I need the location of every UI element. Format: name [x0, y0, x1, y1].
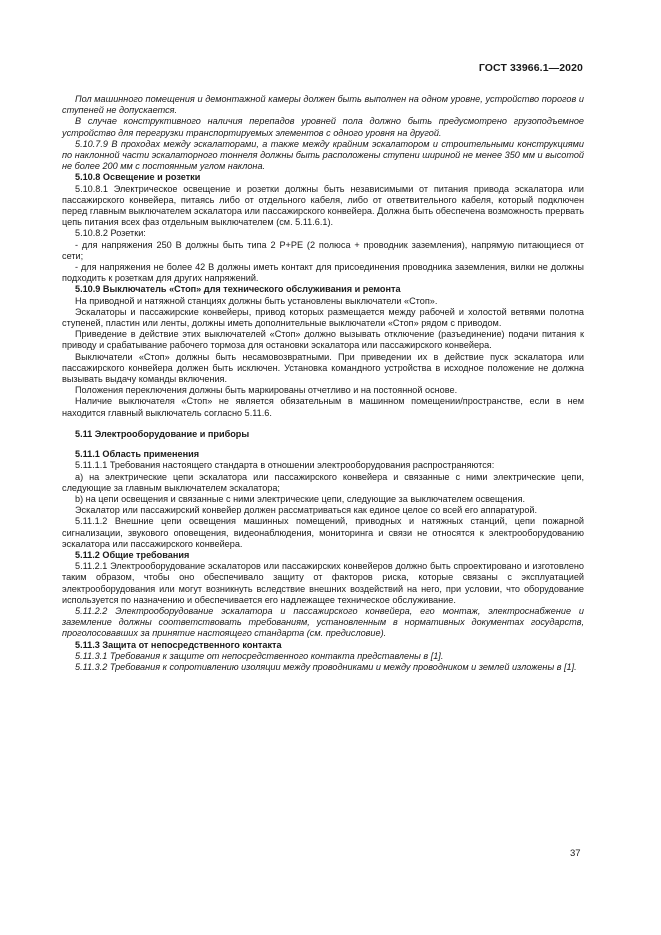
paragraph: Пол машинного помещения и демонтажной камеры должен быть выполнен на одном уровне, устройство порогов и ступеней не допускается. — [62, 94, 584, 116]
list-item: - для напряжения 250 В должны быть типа 2 P+PE (2 полюса + проводник заземления), напрямую питающиеся от сети; — [62, 239, 584, 261]
paragraph: Приведение в действие этих выключателей «Стоп» должно вызывать отключение (разъединение) подачи питания к приводу и срабатывание рабочего тормоза для остановки эскалатора или пассажирского конвейера. — [62, 329, 584, 351]
paragraph: 5.11.2.1 Электрооборудование эскалаторов или пассажирских конвейеров должно быть спроектировано и изготовлено таким образом, чтобы оно обеспечивало защиту от факторов риска, которые связаны с эксплуатацией электрооборудования или могут возникнуть вследствие внешних воздействий на него, при условии, что оборудование используется по назначению и обеспечивается его надлежащее техническое обслуживание. — [62, 561, 584, 605]
section-heading: 5.11.3 Защита от непосредственного контакта — [75, 639, 282, 650]
document-body — [62, 94, 584, 673]
page-number: 37 — [570, 848, 581, 859]
paragraph: 5.10.8.1 Электрическое освещение и розетки должны быть независимыми от питания привода эскалатора или пассажирского конвейера, питаясь либо от отдельного кабеля, либо от ответвительного кабеля, который подключен перед главным выключателем эскалатора или пассажирского конвейера. Должна быть обеспечена возможность прервать цепь питания всех фаз отдельным выключателем (см. 5.11.6.1). — [62, 183, 584, 228]
paragraph: Положения переключения должны быть маркированы отчетливо и на постоянной основе. — [75, 385, 458, 396]
list-item: - для напряжения не более 42 В должны иметь контакт для присоединения проводника заземления, вилки не должны подходить к розеткам для других напряжений. — [62, 262, 584, 284]
paragraph: 5.10.7.9 В проходах между эскалаторами, а также между крайним эскалатором и строительными конструкциями по наклонной части эскалаторного тоннеля должны быть расположены ступени шириной не менее 350 мм и высотой не более 200 мм с постоянным углом наклона. — [62, 138, 584, 172]
list-item: b) на цепи освещения и связанные с ними электрические цепи, следующие за выключателем освещения. — [75, 493, 526, 504]
list-item: а) на электрические цепи эскалатора или пассажирского конвейера и связанные с ними электрические цепи, следующие за главным выключателем эскалатора; — [62, 471, 584, 493]
paragraph: На приводной и натяжной станциях должны быть установлены выключатели «Стоп». — [75, 295, 438, 306]
paragraph: В случае конструктивного наличия перепадов уровней пола должно быть предусмотрено грузоподъемное устройство для перегрузки транспортируемых элементов с одного уровня на другой. — [62, 116, 584, 138]
paragraph: Выключатели «Стоп» должны быть несамовозвратными. При приведении их в действие пуск эскалатора или пассажирского конвейера должен быть исключен. Установка командного устройства в исходное положение не должна вызывать выдачу команды включения. — [62, 351, 584, 385]
section-heading: 5.11.1 Область применения — [75, 449, 200, 460]
paragraph: Эскалатор или пассажирский конвейер должен рассматриваться как единое целое со всей его аппаратурой. — [75, 505, 538, 516]
paragraph: 5.11.3.2 Требования к сопротивлению изоляции между проводниками и между проводником и землей изложены в [1]. — [75, 661, 577, 672]
paragraph: Наличие выключателя «Стоп» не является обязательным в машинном помещении/пространстве, если в нем находится главный выключатель согласно 5.11.6. — [62, 396, 584, 418]
standard-designation: ГОСТ 33966.1—2020 — [478, 62, 583, 74]
paragraph: 5.11.1.1 Требования настоящего стандарта в отношении электрооборудования распространяются: — [75, 460, 495, 471]
section-heading: 5.10.9 Выключатель «Стоп» для технического обслуживания и ремонта — [75, 284, 401, 295]
paragraph: Эскалаторы и пассажирские конвейеры, привод которых размещается между рабочей и холостой ветвями полотна ступеней, пластин или ленты, должны иметь дополнительные выключатели «Стоп» рядом с приводом. — [62, 306, 584, 329]
section-heading: 5.11.2 Общие требования — [75, 549, 190, 560]
section-heading: 5.10.8 Освещение и розетки — [75, 172, 201, 183]
paragraph: 5.11.2.2 Электрооборудование эскалатора и пассажирского конвейера, его монтаж, электроснабжение и заземление должны соответствовать требованиям, установленным в нормативных документах государств, проголосовавших за принятие настоящего стандарта (см. предисловие). — [62, 605, 584, 639]
paragraph: 5.10.8.2 Розетки: — [75, 228, 146, 239]
paragraph: 5.11.3.1 Требования к защите от непосредственного контакта представлены в [1]. — [75, 650, 444, 661]
paragraph: 5.11.1.2 Внешние цепи освещения машинных помещений, приводных и натяжных станций, цепи пожарной сигнализации, звукового оповещения, видеонаблюдения, мониторинга и связи не относятся к электрооборудованию эскалатора или пассажирского конвейера. — [62, 516, 584, 549]
chapter-heading: 5.11 Электрооборудование и приборы — [75, 428, 250, 439]
